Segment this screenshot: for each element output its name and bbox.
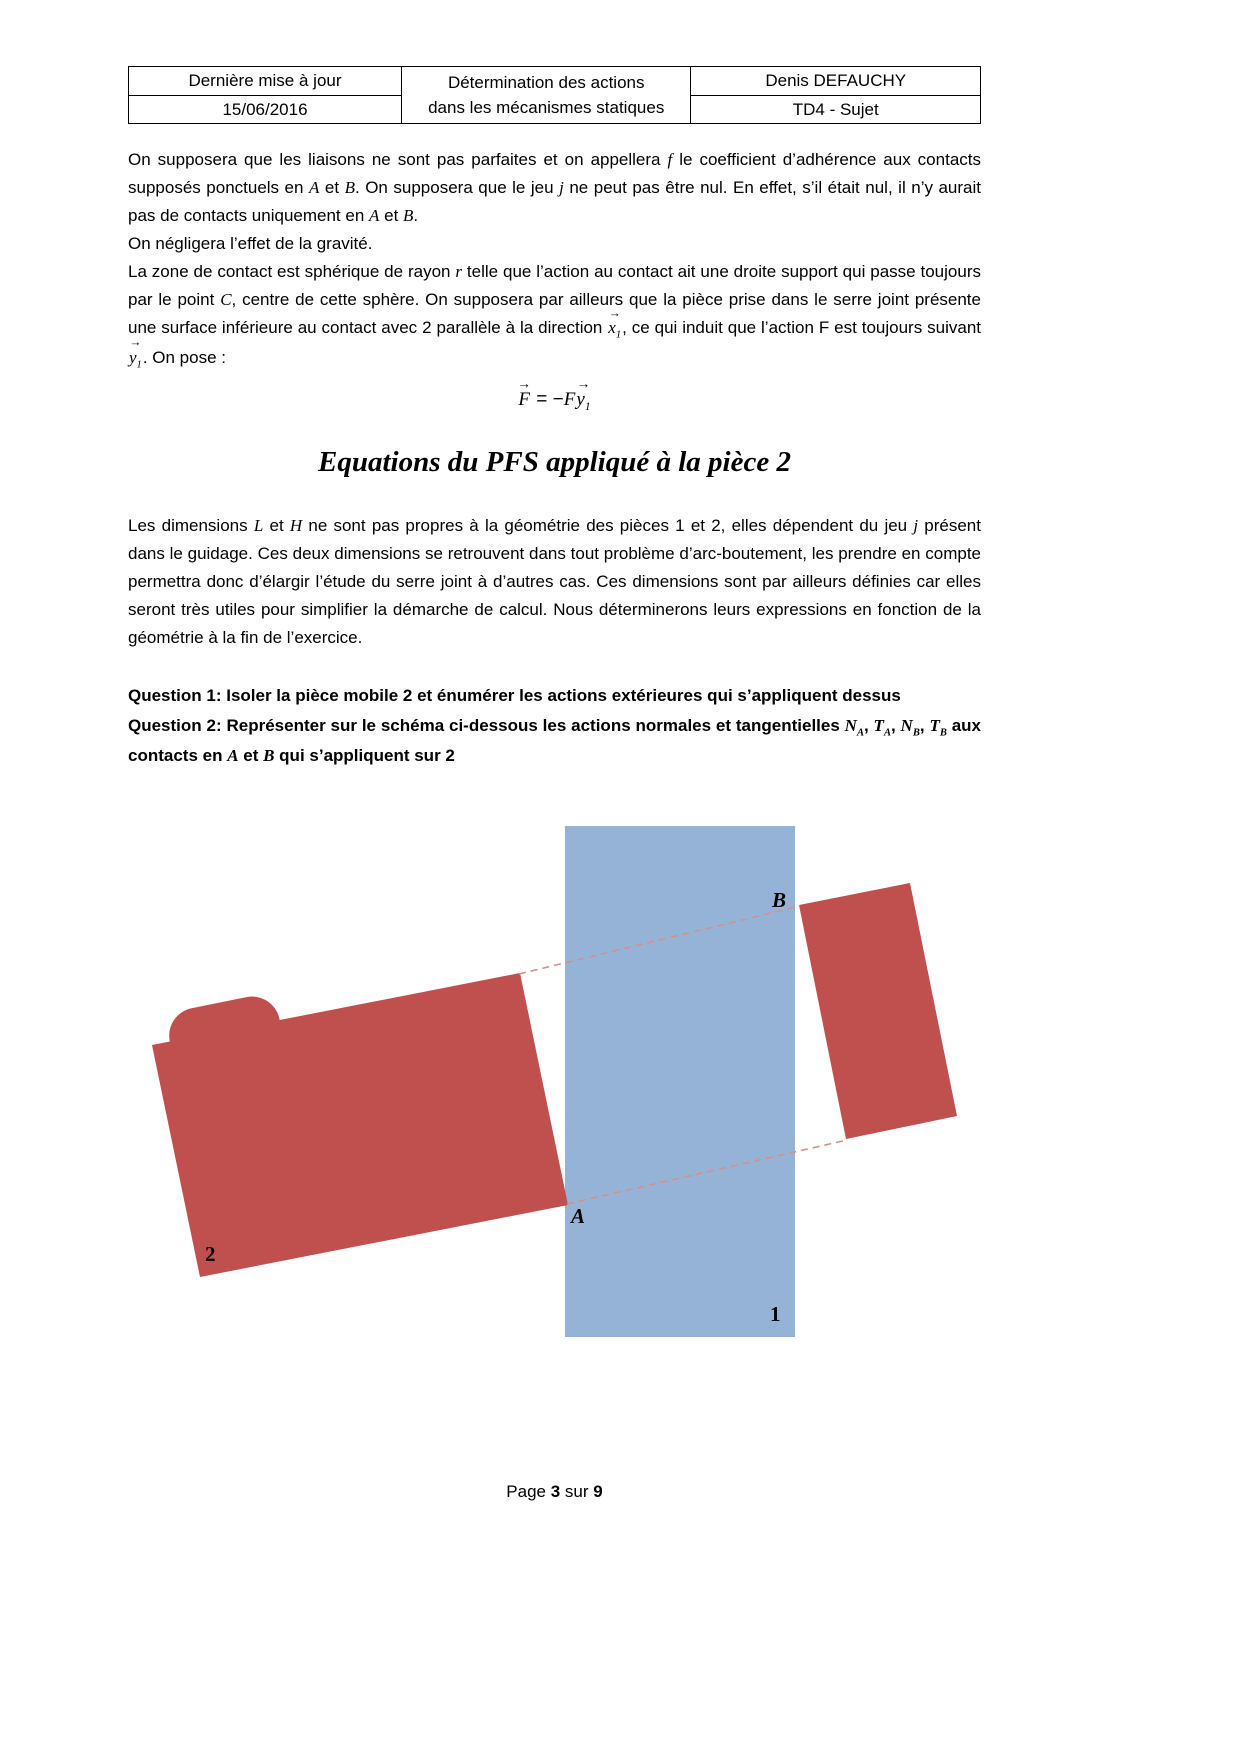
footer-prefix: Page [506, 1482, 551, 1501]
header-author: Denis DEFAUCHY [691, 67, 981, 96]
label-piece-2: 2 [205, 1242, 216, 1266]
question-2: Question 2: Représenter sur le schéma ci-dessous les actions normales et tangentielles $N_A$, $T_A$, $N_B$, $T_B$ aux contacts en A et B qui s’appliquent sur 2 [128, 716, 981, 766]
section-title: Equations du PFS appliqué à la pièce 2 [318, 446, 791, 479]
page-footer [128, 1482, 981, 1502]
label-contact-A: A [571, 1204, 586, 1228]
piece-2-right-end [799, 883, 957, 1139]
force-formula: F → = $-Fy_1$ → [128, 386, 981, 415]
header-doc-title-line1: Détermination des actions [447, 72, 645, 92]
intro-paragraph-1: On supposera que les liaisons ne sont pas parfaites et on appellera f le coefficient d’adhérence aux contacts supposés ponctuels en A et B. On supposera que le jeu j ne peut pas être nul. En effet, s’il était nul, il n’y aurait pas de contacts uniquement en A et B. [128, 150, 982, 226]
footer-page-number: 3 [550, 1482, 561, 1501]
label-piece-1: 1 [770, 1302, 781, 1326]
piece-1-bar [565, 826, 795, 1337]
header-date: 15/06/2016 [129, 95, 402, 124]
header-last-update-label: Dernière mise à jour [129, 67, 402, 96]
label-contact-B: B [771, 888, 786, 912]
question-1: Question 1: Isoler la pièce mobile 2 et énumérer les actions extérieures qui s’appliquent dessus [128, 686, 901, 706]
intro-paragraph-2: On négligera l’effet de la gravité. [128, 234, 373, 254]
header-doc-title-line2: dans les mécanismes statiques [428, 98, 665, 117]
footer-separator: sur [560, 1482, 594, 1501]
intro-paragraph-3: La zone de contact est sphérique de rayon r telle que l’action au contact ait une droite support qui passe toujours par le point C, centre de cette sphère. On supposera par ailleurs que la pièce prise dans le serre joint présente une surface inférieure au contact avec 2 parallèle à la direction $x_1$ →, ce qui induit que l’action F est toujours suivant $y_1$ →. On pose : [128, 258, 981, 374]
dimensions-paragraph: Les dimensions L et H ne sont pas propres à la géométrie des pièces 1 et 2, elles dépendent du jeu j présent dans le guidage. Ces deux dimensions se retrouvent dans tout problème d’arc-boutement, les prendre en compte permettra donc d’élargir l’étude du serre joint à d’autres cas. Ces dimensions sont par ailleurs définies car elles seront très utiles pour simplifier la démarche de calcul. Nous déterminerons leurs expressions en fonction de la géométrie à la fin de l’exercice. [128, 516, 981, 648]
footer-page-total: 9 [593, 1482, 603, 1501]
header-doc-ref: TD4 - Sujet [691, 95, 981, 124]
